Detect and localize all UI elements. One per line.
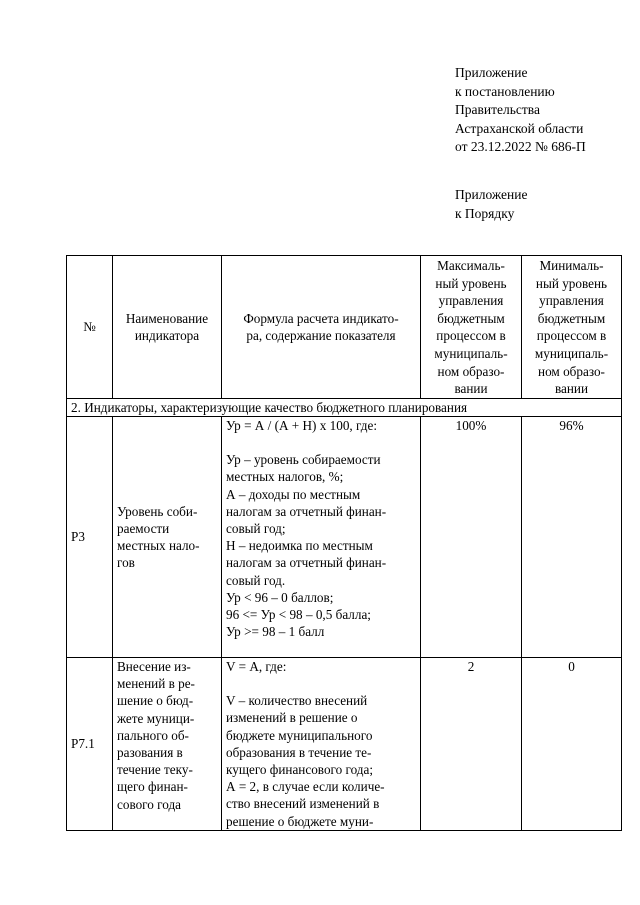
col-header-number: № <box>67 256 113 399</box>
table-row <box>67 416 622 657</box>
name-line: течение теку- <box>117 762 193 778</box>
name-line: раемости <box>117 520 170 536</box>
header-line: Астраханской области <box>455 120 584 136</box>
formula-line: Ур – уровень собираемости <box>226 452 381 468</box>
formula-line: Ур < 96 – 0 баллов; <box>226 589 334 605</box>
appendix-header-procedure <box>455 186 635 223</box>
header-text-line: Формула расчета индикато- <box>243 310 399 326</box>
indicator-name <box>113 416 222 657</box>
section-row <box>67 398 622 416</box>
formula-line: Ур = А / (А + Н) х 100, где: <box>226 417 377 433</box>
name-line: Уровень соби- <box>117 503 198 519</box>
name-line: щего финан- <box>117 779 188 795</box>
col-header-indicator-name <box>113 256 222 399</box>
max-level-value: 100% <box>421 416 522 657</box>
section-title: 2. Индикаторы, характеризующие качество бюджетного планирования <box>67 398 622 416</box>
formula-line: V – количество внесений <box>226 693 368 709</box>
indicator-formula <box>222 416 421 657</box>
formula-line: совый год; <box>226 520 286 536</box>
col-header-min-level <box>522 256 622 399</box>
header-text-line: управления <box>539 293 604 309</box>
header-text-line: Максималь- <box>437 258 505 273</box>
table-header-row <box>67 256 622 399</box>
indicator-number: Р3 <box>67 416 113 657</box>
formula-line: Ур >= 98 – 1 балл <box>226 624 325 640</box>
header-line: к постановлению <box>455 83 555 99</box>
formula-line: бюджете муниципального <box>226 727 373 743</box>
header-text-line: ном образо- <box>538 363 605 379</box>
header-text-line: процессом в <box>436 328 506 344</box>
formula-line: 96 <= Ур < 98 – 0,5 балла; <box>226 606 371 622</box>
formula-line: образования в течение те- <box>226 744 372 760</box>
header-text-line: муниципаль- <box>434 345 508 361</box>
formula-line: А = 2, в случае если количе- <box>226 779 385 795</box>
header-text-line: индикатора <box>134 327 200 343</box>
name-line: сового года <box>117 796 182 812</box>
min-level-value: 96% <box>522 416 622 657</box>
header-line: от 23.12.2022 № 686-П <box>455 139 586 154</box>
name-line: жете муници- <box>117 710 195 726</box>
header-text-line: вании <box>454 381 488 397</box>
col-header-formula <box>222 256 421 399</box>
header-text-line: ра, содержание показателя <box>246 327 396 343</box>
header-text-line: вании <box>554 381 589 397</box>
formula-line: налогам за отчетный финан- <box>226 555 387 571</box>
table-row <box>67 657 622 830</box>
formula-line: налогам за отчетный финан- <box>226 503 387 519</box>
header-text-line: ный уровень <box>435 275 507 291</box>
header-text-line: бюджетным <box>537 310 606 326</box>
header-text-line: Минималь- <box>539 258 604 273</box>
formula-line: V = А, где: <box>226 658 287 674</box>
name-line: шение о бюд- <box>117 693 194 709</box>
header-line: Правительства <box>455 102 540 117</box>
col-header-max-level <box>421 256 522 399</box>
formula-line: изменений в решение о <box>226 710 358 726</box>
header-line: Приложение <box>455 187 528 202</box>
indicators-table <box>66 255 622 831</box>
name-line: менений в ре- <box>117 676 195 692</box>
name-line: гов <box>117 555 135 571</box>
header-text-line: ном образо- <box>437 363 505 379</box>
formula-line: Н – недоимка по местным <box>226 538 373 554</box>
formula-line: местных налогов, %; <box>226 469 344 485</box>
header-text-line: бюджетным <box>437 310 505 326</box>
name-line: разования в <box>117 744 183 760</box>
formula-line: ство внесений изменений в <box>226 796 380 812</box>
formula-line: совый год. <box>226 572 286 588</box>
formula-line: А – доходы по местным <box>226 486 361 502</box>
indicator-name <box>113 657 222 830</box>
max-level-value: 2 <box>421 657 522 830</box>
min-level-value: 0 <box>522 657 622 830</box>
header-text-line: процессом в <box>536 328 607 344</box>
name-line: местных нало- <box>117 537 200 553</box>
header-text-line: Наименование <box>125 310 209 326</box>
formula-line: кущего финансового года; <box>226 761 374 777</box>
name-line: пального об- <box>117 727 189 743</box>
indicator-formula <box>222 657 421 830</box>
indicator-number: Р7.1 <box>67 657 113 830</box>
header-text-line: муниципаль- <box>534 345 609 361</box>
formula-line: решение о бюджете муни- <box>226 813 374 829</box>
header-line: к Порядку <box>455 205 515 221</box>
name-line: Внесение из- <box>117 658 191 674</box>
header-line: Приложение <box>455 65 528 80</box>
header-text-line: ный уровень <box>535 275 608 291</box>
appendix-header-resolution <box>455 64 635 157</box>
header-text-line: управления <box>438 293 504 309</box>
